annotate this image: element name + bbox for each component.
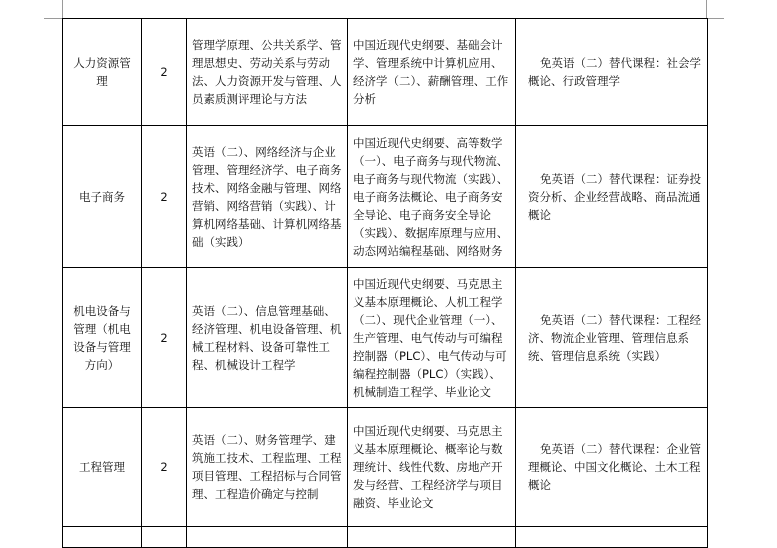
major-name-cell: 人力资源管理 [63, 19, 142, 126]
curriculum-table [62, 18, 708, 548]
credit-cell: 2 [142, 268, 187, 408]
course-list-a-cell: 英语（二）、信息管理基础、经济管理、机电设备管理、机械工程材料、设备可靠性工程、机械设计工程学 [187, 268, 348, 408]
table-row [63, 408, 708, 527]
course-list-b-cell: 中国近现代史纲要、马克思主义基本原理概论、人机工程学（二）、现代企业管理（一）、生产管理、电气传动与可编程控制器（PLC）、电气传动与可编程控制器（PLC）（实践）、机械制造工程学、毕业论文 [348, 268, 516, 408]
credit-cell: 2 [142, 19, 187, 126]
course-list-b-cell: 中国近现代史纲要、基础会计学、管理系统中计算机应用、经济学（二）、薪酬管理、工作分析 [348, 19, 516, 126]
exemption-note-text: 免英语（二）替代课程：企业管理概论、中国文化概论、土木工程概论 [528, 442, 701, 492]
course-list-a-cell: 英语（二）、财务管理学、建筑施工技术、工程监理、工程项目管理、工程招标与合同管理、工程造价确定与控制 [187, 408, 348, 527]
major-name-cell: 电子商务 [63, 126, 142, 268]
exemption-note-cell [516, 268, 708, 408]
table-row [63, 126, 708, 268]
empty-cell [516, 527, 708, 548]
course-list-a-cell: 管理学原理、公共关系学、管理思想史、劳动关系与劳动法、人力资源开发与管理、人员素质测评理论与方法 [187, 19, 348, 126]
course-list-b-cell: 中国近现代史纲要、高等数学（一）、电子商务与现代物流、电子商务与现代物流（实践）、电子商务法概论、电子商务安全导论、电子商务安全导论（实践）、数据库原理与应用、动态网站编程基础、网络财务 [348, 126, 516, 268]
crop-mark-top-right [706, 0, 707, 18]
table-row [63, 19, 708, 126]
course-list-a-cell: 英语（二）、网络经济与企业管理、管理经济学、电子商务技术、网络金融与管理、网络营销、网络营销（实践）、计算机网络基础、计算机网络基础（实践） [187, 126, 348, 268]
course-list-b-cell: 中国近现代史纲要、马克思主义基本原理概论、概率论与数理统计、线性代数、房地产开发与经营、工程经济学与项目融资、毕业论文 [348, 408, 516, 527]
exemption-note-cell [516, 408, 708, 527]
exemption-note-cell [516, 126, 708, 268]
empty-cell [348, 527, 516, 548]
empty-cell [63, 527, 142, 548]
table-row [63, 268, 708, 408]
crop-mark-top-right-horizontal [706, 18, 724, 19]
exemption-note-text: 免英语（二）替代课程：工程经济、物流企业管理、管理信息系统、管理信息系统（实践） [528, 312, 701, 363]
exemption-note-cell [516, 19, 708, 126]
major-name-cell: 工程管理 [63, 408, 142, 527]
credit-cell: 2 [142, 408, 187, 527]
crop-mark-top-left-horizontal [44, 18, 62, 19]
empty-cell [142, 527, 187, 548]
exemption-note-text: 免英语（二）替代课程：社会学概论、行政管理学 [528, 56, 701, 88]
credit-cell: 2 [142, 126, 187, 268]
table-row-partial [63, 527, 708, 548]
crop-mark-top-left [62, 0, 63, 18]
exemption-note-text: 免英语（二）替代课程：证券投资分析、企业经营战略、商品流通概论 [528, 171, 701, 222]
empty-cell [187, 527, 348, 548]
major-name-cell: 机电设备与管理（机电设备与管理方向） [63, 268, 142, 408]
